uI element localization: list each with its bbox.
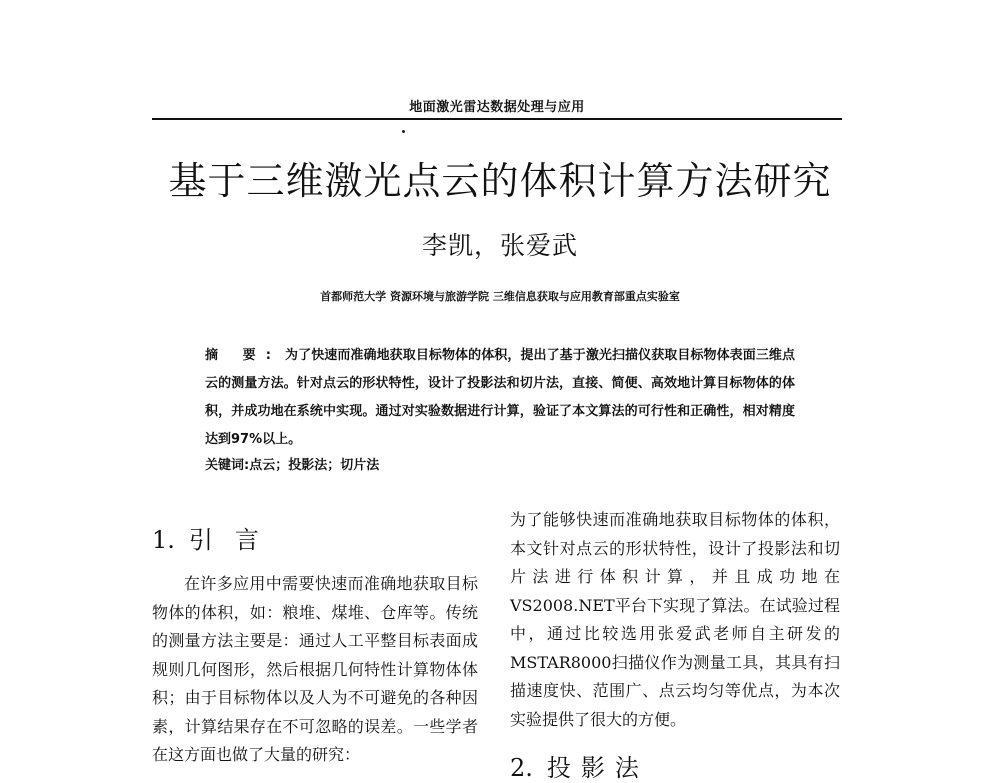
keywords-label: 关键词: (205, 458, 250, 473)
paper-affiliation: 首都师范大学 资源环境与旅游学院 三维信息获取与应用教育部重点实验室 (320, 290, 680, 303)
body-right-column: 为了能够快速而准确地获取目标物体的体积，本文针对点云的形状特性，设计了投影法和切片法进行体积计算，并且成功地在VS2008.NET平台下实现了算法。在试验过程中，通过比较选用张爱武老师自主研发的MSTAR8000扫描仪作为测量工具，其具有扫描速度快、范围广、点云均匀等优点，为本次实验提供了很大的方便。 (510, 510, 840, 729)
keywords-block (205, 454, 795, 473)
running-header: 地面激光雷达数据处理与应用 (409, 100, 585, 115)
section-number: 1. (152, 526, 175, 554)
paper-authors: 李凯，张爱武 (421, 231, 578, 260)
abstract-block (205, 342, 795, 454)
section-heading-introduction (152, 520, 281, 555)
header-rule (152, 118, 842, 120)
body-left-column: 在许多应用中需要快速而准确地获取目标物体的体积，如：粮堆、煤堆、仓库等。传统的测量方法主要是：通过人工平整目标表面成规则几何图形，然后根据几何特性计算物体体积；由于目标物体以及人为不可避免的各种因素，计算结果存在不可忽略的误差。一些学者在这方面也做了大量的研究： (152, 574, 478, 764)
section-title: 投影法 (546, 754, 649, 782)
keywords-text: 点云；投影法；切片法 (249, 458, 380, 473)
abstract-text: 为了快速而准确地获取目标物体的体积，提出了基于激光扫描仪获取目标物体表面三维点云的测量方法。针对点云的形状特性，设计了投影法和切片法，直接、简便、高效地计算目标物体的体积，并成功地在系统中实现。通过对实验数据进行计算，验证了本文算法的可行性和正确性，相对精度达到97%以上。 (205, 348, 795, 447)
scan-speck (402, 130, 405, 133)
section-title: 引言 (188, 526, 281, 554)
section-heading-projection (510, 748, 649, 783)
section-number: 2. (510, 754, 533, 782)
paper-title: 基于三维激光点云的体积计算方法研究 (168, 159, 832, 203)
abstract-label: 摘 要: (205, 348, 281, 363)
